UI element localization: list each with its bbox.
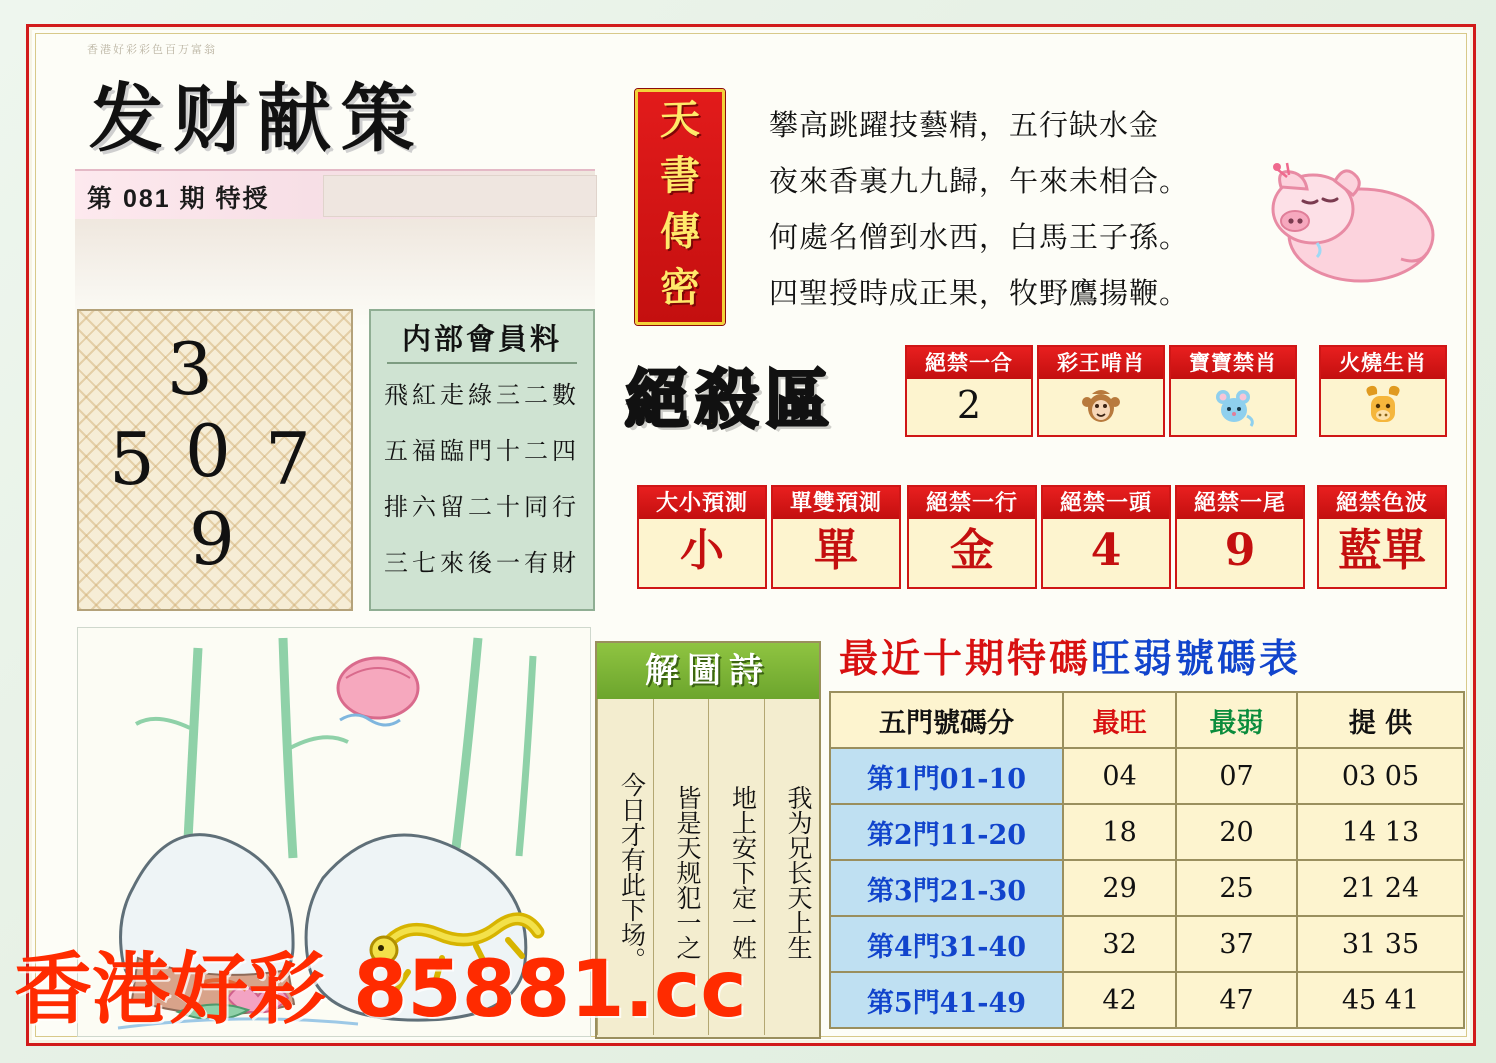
inner-member-line-4: 三七來後一有財 xyxy=(384,549,580,577)
inner-member-box xyxy=(369,309,595,611)
issue-label: 第 081 期 特授 xyxy=(87,185,270,213)
jietu-column-1: 我为兄长天上生 xyxy=(764,699,820,1035)
table-cell-supply: 31 35 xyxy=(1297,916,1464,972)
inner-member-title: 内部會員料 xyxy=(371,317,593,358)
juesha-cell-he xyxy=(905,345,1033,437)
juesha-cell-caiwang xyxy=(1037,345,1165,437)
issue-bar xyxy=(75,169,595,219)
table-row xyxy=(830,748,1464,804)
poster-sheet xyxy=(26,24,1476,1046)
lucky-numbers-box xyxy=(77,309,353,611)
poem-line-3: 何處名僧到水西，白馬王子孫。 xyxy=(769,220,1190,254)
table-cell-men: 第4門31-40 xyxy=(830,916,1063,972)
juesha-cell-baobao xyxy=(1169,345,1297,437)
jietu-column-3: 皆是天规犯一之 xyxy=(653,699,709,1035)
lucky-number-1: 3 xyxy=(167,327,213,411)
table-cell-cold: 25 xyxy=(1176,860,1297,916)
juesha-cell-danshuang-header: 單雙預測 xyxy=(773,487,899,519)
pig-mascot-icon xyxy=(1251,147,1451,297)
tianshu-char-4: 密 xyxy=(660,263,700,312)
lucky-number-4: 7 xyxy=(265,417,311,501)
tianshu-char-1: 天 xyxy=(660,95,700,144)
poem-line-1: 攀高跳躍技藝精，五行缺水金 xyxy=(769,108,1160,142)
juesha-cell-size-header: 大小預測 xyxy=(639,487,765,519)
table-cell-supply: 45 41 xyxy=(1297,972,1464,1028)
juesha-cell-yitou xyxy=(1041,485,1171,589)
juesha-cell-sebo-header: 絕禁色波 xyxy=(1319,487,1445,519)
tianshu-char-3: 傳 xyxy=(660,207,700,256)
tiny-top-text: 香港好彩彩色百万富翁 xyxy=(87,44,217,56)
table-header-hot: 最旺 xyxy=(1063,692,1176,748)
table-cell-supply: 14 13 xyxy=(1297,804,1464,860)
juesha-cell-yihang xyxy=(907,485,1037,589)
jietu-title: 解圖詩 xyxy=(597,643,819,699)
table-cell-men: 第5門41-49 xyxy=(830,972,1063,1028)
table-row xyxy=(830,860,1464,916)
poem-line-4: 四聖授時成正果，牧野鷹揚鞭。 xyxy=(769,276,1190,310)
table-cell-hot: 32 xyxy=(1063,916,1176,972)
inner-member-line-1: 飛紅走綠三二數 xyxy=(384,381,580,409)
table-header-cold: 最弱 xyxy=(1176,692,1297,748)
juesha-cell-yitou-value: 4 xyxy=(1090,525,1122,576)
watermark-text: 香港好彩 85881.cc xyxy=(14,945,747,1035)
juesha-cell-he-value: 2 xyxy=(956,383,982,427)
juesha-cell-huoshao xyxy=(1319,345,1447,437)
juesha-cell-yiwei-value: 9 xyxy=(1224,525,1256,576)
table-title-part-2: 旺弱號碼表 xyxy=(1091,636,1302,682)
table-cell-cold: 37 xyxy=(1176,916,1297,972)
poem-line-2: 夜來香裏九九歸，午來未相合。 xyxy=(769,164,1190,198)
juesha-cell-sebo xyxy=(1317,485,1447,589)
table-cell-men: 第3門21-30 xyxy=(830,860,1063,916)
juesha-cell-size-value: 小 xyxy=(680,525,724,576)
juesha-cell-danshuang-value: 單 xyxy=(814,525,858,576)
tianshu-banner xyxy=(635,89,725,325)
juesha-title: 絕殺區 xyxy=(625,363,835,438)
inner-member-line-2: 五福臨門十二四 xyxy=(384,437,580,465)
ox-icon xyxy=(1321,379,1445,431)
table-row xyxy=(830,804,1464,860)
table-cell-hot: 29 xyxy=(1063,860,1176,916)
juesha-cell-danshuang xyxy=(771,485,901,589)
page-title: 发财献策 xyxy=(89,76,425,162)
table-cell-hot: 42 xyxy=(1063,972,1176,1028)
juesha-cell-huoshao-header: 火燒生肖 xyxy=(1321,347,1445,379)
juesha-cell-yihang-value: 金 xyxy=(950,525,994,576)
table-title xyxy=(839,635,1463,683)
inner-member-line-3: 排六留二十同行 xyxy=(384,493,580,521)
juesha-cell-caiwang-header: 彩王啃肖 xyxy=(1039,347,1163,379)
table-header-supply: 提 供 xyxy=(1297,692,1464,748)
lucky-number-5: 9 xyxy=(189,497,235,581)
rat-icon xyxy=(1171,379,1295,431)
table-cell-cold: 07 xyxy=(1176,748,1297,804)
table-cell-men: 第1門01-10 xyxy=(830,748,1063,804)
jietu-column-4: 今日才有此下场。 xyxy=(597,699,653,1035)
table-cell-supply: 21 24 xyxy=(1297,860,1464,916)
poem-block xyxy=(769,97,1249,321)
lucky-number-2: 5 xyxy=(109,417,155,501)
juesha-cell-he-header: 絕禁一合 xyxy=(907,347,1031,379)
table-cell-hot: 04 xyxy=(1063,748,1176,804)
juesha-cell-size xyxy=(637,485,767,589)
table-cell-hot: 18 xyxy=(1063,804,1176,860)
juesha-cell-sebo-value: 藍單 xyxy=(1338,525,1426,576)
tianshu-char-2: 書 xyxy=(660,151,700,200)
table-cell-supply: 03 05 xyxy=(1297,748,1464,804)
juesha-cell-yiwei-header: 絕禁一尾 xyxy=(1177,487,1303,519)
issue-blank-field xyxy=(323,175,597,217)
inner-member-lines xyxy=(379,367,585,591)
table-cell-cold: 20 xyxy=(1176,804,1297,860)
table-cell-cold: 47 xyxy=(1176,972,1297,1028)
juesha-cell-yitou-header: 絕禁一頭 xyxy=(1043,487,1169,519)
monkey-icon xyxy=(1039,379,1163,431)
juesha-cell-baobao-header: 寶寶禁肖 xyxy=(1171,347,1295,379)
lucky-number-3: 0 xyxy=(185,409,231,493)
table-header-row xyxy=(830,692,1464,748)
table-cell-men: 第2門11-20 xyxy=(830,804,1063,860)
table-title-part-1: 最近十期特碼 xyxy=(839,636,1092,682)
jietu-column-2: 地上安下定一姓 xyxy=(708,699,764,1035)
juesha-cell-yiwei xyxy=(1175,485,1305,589)
table-header-men: 五門號碼分 xyxy=(830,692,1063,748)
juesha-cell-yihang-header: 絕禁一行 xyxy=(909,487,1035,519)
